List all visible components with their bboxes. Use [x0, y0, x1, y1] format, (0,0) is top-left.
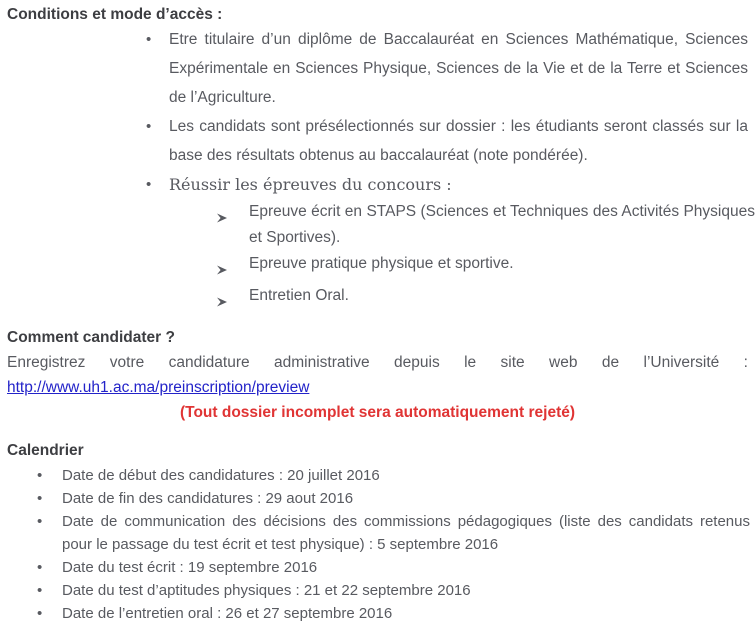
concours-sub-list — [7, 199, 755, 315]
list-item — [7, 199, 755, 251]
arrow-bullet-icon — [216, 283, 249, 315]
list-item — [7, 25, 748, 112]
incomplete-dossier-warning: (Tout dossier incomplet sera automatiquement rejeté) — [179, 404, 576, 421]
bullet-dot-icon: • — [146, 176, 152, 193]
registration-link-line — [7, 375, 748, 400]
registration-link[interactable]: http://www.uh1.ac.ma/preinscription/preview — [7, 379, 310, 396]
list-item — [7, 112, 748, 170]
list-item — [7, 283, 748, 315]
calendrier-list — [7, 464, 748, 625]
list-item-text: Epreuve écrit en STAPS (Sciences et Techniques des Activités Physiques et Sportives). — [249, 203, 755, 246]
candidater-heading: Comment candidater ? — [7, 329, 175, 346]
list-item — [7, 510, 748, 556]
section-calendrier — [7, 440, 748, 625]
list-item-text: Date de fin des candidatures : 29 aout 2016 — [62, 490, 354, 507]
bullet-dot-icon: • — [37, 490, 43, 507]
section-candidater — [7, 327, 748, 425]
list-item-text: Epreuve pratique physique et sportive. — [249, 255, 514, 272]
list-item — [7, 251, 748, 283]
list-item-text: Date du test d’aptitudes physiques : 21 et 22 septembre 2016 — [62, 582, 471, 599]
list-item-text: Etre titulaire d’un diplôme de Baccalauréat en Sciences Mathématique, Sciences Expérimentale en Sciences Physique, Sciences de la Vie et de la Terre et Sciences de l’Agriculture. — [169, 31, 748, 106]
list-item — [7, 487, 748, 510]
bullet-dot-icon: • — [37, 513, 43, 530]
list-item — [7, 556, 748, 579]
list-item — [7, 464, 748, 487]
list-item — [7, 170, 748, 199]
list-item-text: Date de communication des décisions des commissions pédagogiques (liste des candidats retenus pour le passage du test écrit et test physique) : 5 septembre 2016 — [62, 513, 750, 553]
bullet-dot-icon: • — [146, 31, 152, 48]
arrow-bullet-icon — [216, 199, 249, 231]
section-conditions — [7, 4, 755, 315]
bullet-dot-icon: • — [37, 467, 43, 484]
conditions-bullet-list — [7, 25, 755, 315]
arrow-bullet-icon — [216, 251, 249, 283]
list-item-text: Entretien Oral. — [249, 287, 349, 304]
bullet-dot-icon: • — [37, 559, 43, 576]
list-item-text: Date de début des candidatures : 20 juillet 2016 — [62, 467, 380, 484]
candidater-intro: Enregistrez votre candidature administrative depuis le site web de l’Université : — [7, 354, 748, 371]
calendrier-heading: Calendrier — [7, 442, 84, 459]
bullet-dot-icon: • — [37, 605, 43, 622]
list-item-text: Les candidats sont présélectionnés sur dossier : les étudiants seront classés sur la base des résultats obtenus au baccalauréat (note pondérée). — [169, 118, 748, 164]
bullet-dot-icon: • — [37, 582, 43, 599]
list-item-text: Date de l’entretien oral : 26 et 27 septembre 2016 — [62, 605, 393, 622]
list-item — [7, 602, 748, 625]
list-item-text: Réussir les épreuves du concours : — [169, 175, 452, 194]
list-item — [7, 579, 748, 602]
list-item-text: Date du test écrit : 19 septembre 2016 — [62, 559, 318, 576]
bullet-dot-icon: • — [146, 118, 152, 135]
conditions-heading: Conditions et mode d’accès : — [7, 6, 223, 23]
